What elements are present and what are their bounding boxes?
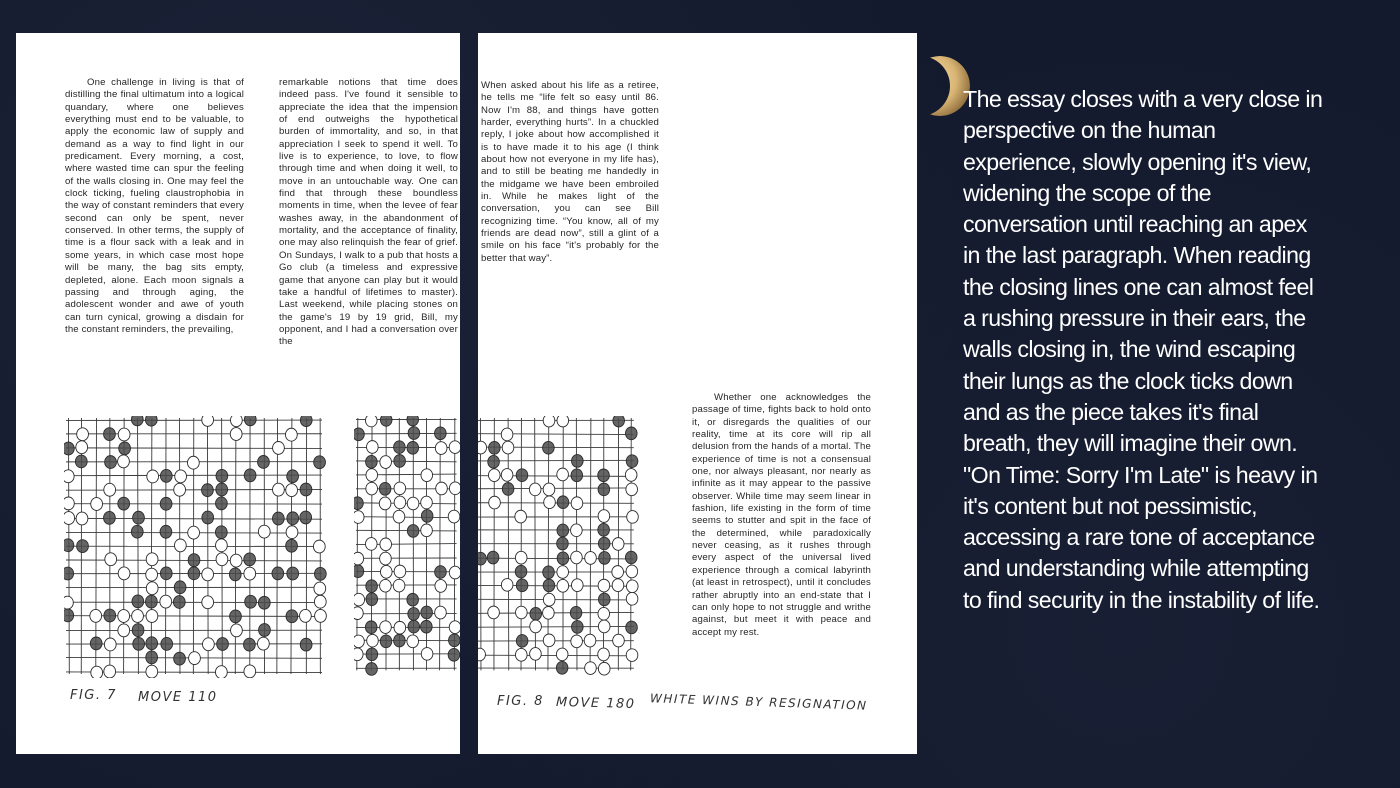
figure-8-label: FIG. 8	[497, 694, 544, 709]
go-board-figure-8-right-half	[478, 416, 640, 678]
review-paragraph: The essay closes with a very close in perspective on the human experience, slowly opening it's view, widening the scope of the conversation until reaching an apex in the last paragraph. When reading the closing lines one can almost feel a rushing pressure in their ears, the walls closing in, the wind escaping their lungs as the clock ticks down and as the piece takes it's final breath, they will imagine their own. "On Time: Sorry I'm Late" is heavy in it's content but not pessimistic, accessing a rare tone of acceptance and understanding while attempting to find security in the instability of life.	[963, 86, 1323, 613]
essay-column-3: When asked about his life as a retiree, he tells me “life felt so easy until 86. Now I'm 88, and things have gotten harder, everything hurts”. In a chuckled reply, I joke about how accomplished it is to have made it to his age (I think about how not everyone in my life has), and to still be beating me handedly in the midgame we have been embroiled in. While he makes light of the conversation, you can see Bill recognizing time. “You know, all of my friends are dead now”, still a glint of a smile on his face “it's probably for the better that way”.	[481, 80, 659, 264]
figure-8-result-label: WHITE WINS BY RESIGNATION	[649, 691, 868, 713]
go-board-figure-8-left-half	[354, 416, 460, 678]
figure-8-move-label: MOVE 180	[555, 694, 636, 713]
figure-7-move-label: MOVE 110	[138, 690, 218, 705]
essay-column-1: One challenge in living is that of distilling the final ultimatum into a logical quandary, where one believes everything must end to be valuable, to apply the economic law of supply and demand as a way to find light in our predicament. Every morning, a cost, where wasted time can spur the feeling of the walls closing in. One may feel the clock ticking, fueling claustrophobia in the way of constant reminders that every second can only be spent, never conserved. In other terms, the supply of time is a flour sack with a leak and in some years, in which case most hope will be many, the bag sits empty, depleted, alone. Each moon signals a passing and through aging, the adolescent wonder and awe of youth can turn cynical, growing a disdain for the constant reminders, the prevailing,	[65, 77, 244, 335]
go-board-figure-7	[64, 416, 332, 678]
crescent-moon-icon	[906, 52, 970, 116]
figure-7-label: FIG. 7	[70, 688, 117, 703]
essay-column-4: Whether one acknowledges the passage of time, fights back to hold onto it, or disregards the qualities of our reality, time at its core will rip all delusion from the hands of a mortal. The experience of time is not a consensual one, nor always pleasant, nor nearly as infinite as it may appear to the passive observer. While time may seem linear in fashion, life existing in the form of time seems to stutter and spit in the face of the determined, while paradoxically never ceasing, as it rushes through every aspect of the universal lived experience through a comical labyrinth (at least in retrospect), until it concludes rather abruptly into an end-state that I can only hope to not struggle and writhe against, but meet it with peace and accept my rest.	[692, 392, 871, 638]
essay-column-2: remarkable notions that time does indeed pass. I've found it sensible to appreciate the idea that the impension of end outweighs the hypothetical burden of immortality, and so, in that appreciation I seek to spend it well. To live is to experience, to love, to flow through time and when doing it well, to move in an untouchable way. One can find that through these boundless moments in time, when the levee of fear washes away, in the abandonment of mortality, and the acceptance of finality, one may also relinquish the fear of grief. On Sundays, I walk to a pub that hosts a Go club (a timeless and expressive game that anyone can play but it would take a handful of lifetimes to master). Last weekend, while placing stones on the game's 19 by 19 grid, Bill, my opponent, and I had a conversation over the	[279, 77, 458, 348]
right-page	[478, 33, 917, 754]
left-page	[16, 33, 460, 754]
